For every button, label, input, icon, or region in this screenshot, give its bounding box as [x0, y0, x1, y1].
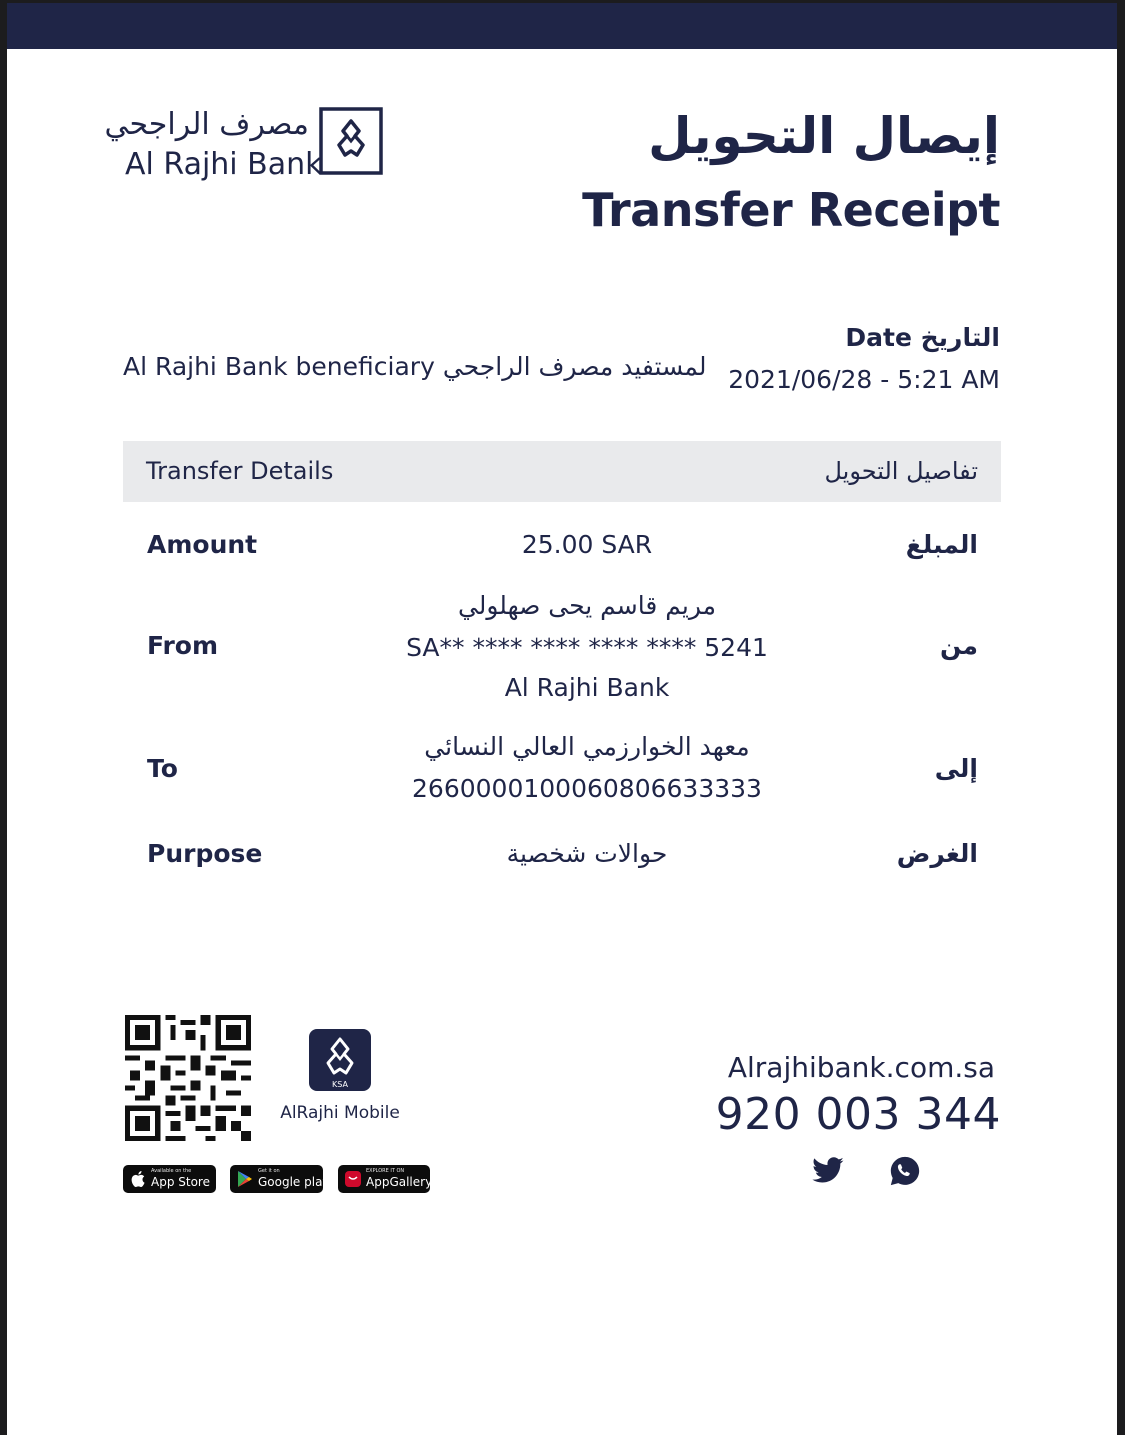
to-account: 2660000100060806633333 — [412, 774, 762, 803]
details-header-ar: تفاصيل التحويل — [824, 457, 978, 485]
purpose-label-en: Purpose — [147, 839, 263, 868]
from-account: SA** **** **** **** **** 5241 — [406, 633, 768, 662]
store-small-text: Available on the — [151, 1168, 192, 1174]
phone-number[interactable]: 920 003 344 — [715, 1089, 1001, 1140]
purpose-value: حوالات شخصية — [506, 839, 668, 868]
receipt-page — [7, 3, 1117, 1435]
to-name: معهد الخوارزمي العالي النسائي — [424, 732, 750, 761]
bank-logo — [104, 107, 393, 183]
amount-value: 25.00 SAR — [521, 530, 653, 559]
google-play-icon — [237, 1170, 253, 1188]
top-bar — [7, 3, 1117, 49]
twitter-icon[interactable] — [811, 1154, 845, 1188]
to-label-ar: إلى — [934, 754, 978, 783]
whatsapp-icon[interactable] — [888, 1154, 922, 1188]
apple-icon — [130, 1170, 146, 1188]
purpose-label-ar: الغرض — [896, 839, 978, 868]
qr-code[interactable] — [125, 1015, 251, 1141]
app-badge: KSA — [332, 1080, 348, 1089]
logo-name-en: Al Rajhi Bank — [125, 147, 323, 182]
title-ar: إيصال التحويل — [648, 107, 1000, 165]
from-label-ar: من — [940, 631, 978, 660]
store-label: AppGallery — [366, 1175, 433, 1189]
details-header-en: Transfer Details — [146, 457, 334, 485]
app-name: AlRajhi Mobile — [280, 1103, 400, 1123]
date-label: Date التاريخ — [845, 323, 1000, 352]
title-en: Transfer Receipt — [582, 183, 1000, 237]
al-rajhi-logo-icon — [319, 107, 383, 175]
to-label-en: To — [147, 754, 178, 783]
store-small-text: EXPLORE IT ON — [366, 1168, 405, 1174]
huawei-icon — [345, 1170, 361, 1188]
google-play-badge[interactable] — [230, 1165, 330, 1193]
appgallery-badge[interactable] — [338, 1165, 433, 1193]
amount-label-en: Amount — [147, 530, 258, 559]
logo-name-ar: مصرف الراجحي — [104, 107, 309, 142]
from-bank: Al Rajhi Bank — [504, 673, 670, 702]
from-name: مريم قاسم يحى صهلولي — [457, 591, 717, 620]
from-label-en: From — [147, 631, 219, 660]
alrajhi-mobile-app-icon[interactable] — [309, 1029, 371, 1091]
beneficiary-type: Al Rajhi Bank beneficiary لمستفيد مصرف الراجحي — [123, 352, 707, 381]
store-label: App Store — [151, 1175, 210, 1189]
date-value: 2021/06/28 - 5:21 AM — [728, 365, 1000, 394]
website-link[interactable]: Alrajhibank.com.sa — [727, 1051, 995, 1084]
store-label: Google play — [258, 1175, 330, 1189]
app-store-badge[interactable] — [123, 1165, 216, 1193]
transfer-details-header — [123, 441, 1001, 502]
store-small-text: Get it on — [258, 1168, 280, 1174]
amount-label-ar: المبلغ — [905, 530, 978, 559]
